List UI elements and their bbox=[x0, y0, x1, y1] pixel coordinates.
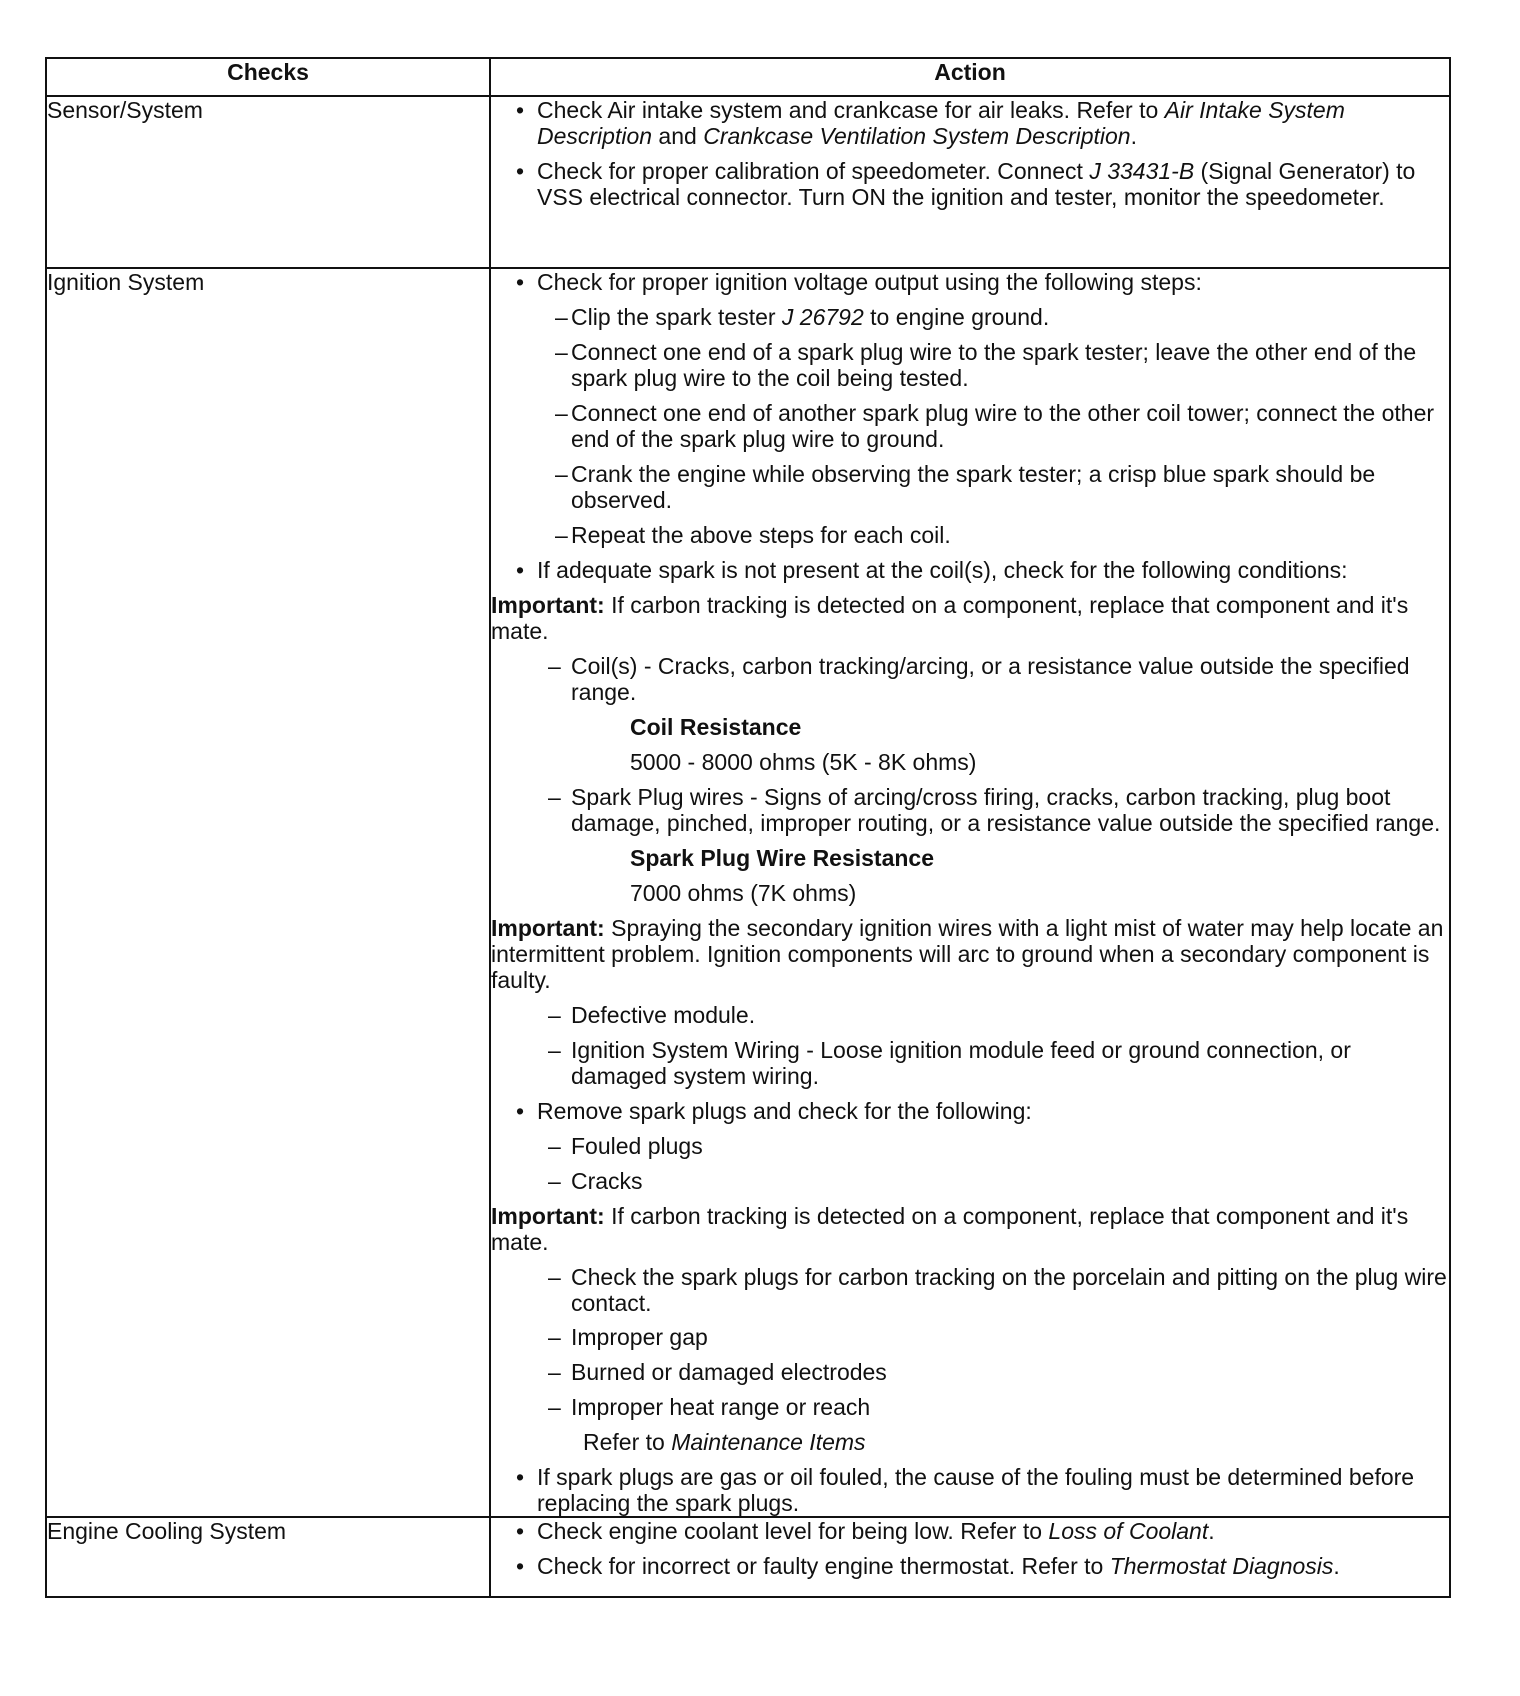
text-span: to engine ground. bbox=[863, 303, 1050, 330]
action-bullet bbox=[491, 1553, 1449, 1579]
text-span: . bbox=[1333, 1553, 1340, 1580]
bold-text: Important: bbox=[491, 1202, 605, 1229]
text-span: If carbon tracking is detected on a component, replace that component and it's mate. bbox=[491, 591, 1409, 644]
text-span: Defective module. bbox=[571, 1001, 756, 1028]
action-column-header: Action bbox=[490, 58, 1450, 96]
action-step bbox=[491, 1037, 1449, 1089]
table-row bbox=[46, 1517, 1450, 1597]
text-span: . bbox=[1208, 1518, 1215, 1545]
text-span: If adequate spark is not present at the coil(s), check for the following conditions: bbox=[537, 556, 1348, 583]
check-name: Ignition System bbox=[46, 268, 490, 1517]
text-span: Fouled plugs bbox=[571, 1132, 703, 1159]
table-row bbox=[46, 268, 1450, 1517]
bold-text: Spark Plug Wire Resistance bbox=[630, 844, 935, 871]
table-header-row bbox=[46, 58, 1450, 96]
text-span: If spark plugs are gas or oil fouled, the cause of the fouling must be determined before replacing the spark plugs. bbox=[537, 1464, 1415, 1517]
text-span: Connect one end of a spark plug wire to the spark tester; leave the other end of the spark plug wire to the coil being tested. bbox=[571, 338, 1417, 391]
action-bullet bbox=[491, 158, 1449, 210]
bold-text: Coil Resistance bbox=[630, 713, 802, 740]
bold-text: Important: bbox=[491, 591, 605, 618]
action-step bbox=[491, 1002, 1449, 1028]
text-span: Repeat the above steps for each coil. bbox=[571, 521, 951, 548]
reference-text: Crankcase Ventilation System Description bbox=[703, 122, 1131, 149]
check-name: Engine Cooling System bbox=[46, 1517, 490, 1597]
action-bullet bbox=[491, 1518, 1449, 1544]
action-cell bbox=[490, 1517, 1450, 1597]
text-span: Ignition System Wiring - Loose ignition module feed or ground connection, or damaged system wiring. bbox=[571, 1036, 1351, 1089]
action-step bbox=[491, 1133, 1449, 1159]
action-step bbox=[491, 1359, 1449, 1385]
action-cell bbox=[490, 96, 1450, 268]
spec-line bbox=[491, 880, 1449, 906]
text-span: Improper gap bbox=[571, 1324, 708, 1351]
action-bullet bbox=[491, 1098, 1449, 1124]
bold-text: Important: bbox=[491, 914, 605, 941]
action-cell bbox=[490, 268, 1450, 1517]
important-note bbox=[491, 1203, 1449, 1255]
reference-text: J 26792 bbox=[781, 303, 864, 330]
action-step bbox=[491, 461, 1449, 513]
text-span: Connect one end of another spark plug wire to the other coil tower; connect the other end of the spark plug wire to ground. bbox=[571, 399, 1435, 452]
text-span: Check for proper ignition voltage output using the following steps: bbox=[537, 269, 1202, 295]
text-span: Clip the spark tester bbox=[571, 303, 782, 330]
action-step bbox=[491, 1394, 1449, 1420]
text-span: Coil(s) - Cracks, carbon tracking/arcing, or a resistance value outside the specified range. bbox=[571, 652, 1410, 705]
check-name: Sensor/System bbox=[46, 96, 490, 268]
action-step bbox=[491, 522, 1449, 548]
action-bullet bbox=[491, 557, 1449, 583]
text-span: Remove spark plugs and check for the following: bbox=[537, 1097, 1032, 1124]
action-step bbox=[491, 1168, 1449, 1194]
spec-line bbox=[491, 845, 1449, 871]
action-step bbox=[491, 1264, 1449, 1316]
text-span: Spraying the secondary ignition wires with a light mist of water may help locate an intermittent problem. Ignition components will arc to ground when a secondary component is faulty. bbox=[491, 914, 1444, 993]
important-note bbox=[491, 592, 1449, 644]
reference-text: Air Intake System Description bbox=[537, 97, 1345, 149]
reference-text: Loss of Coolant bbox=[1048, 1518, 1209, 1545]
action-bullet bbox=[491, 269, 1449, 295]
text-span: Check the spark plugs for carbon tracking on the porcelain and pitting on the plug wire contact. bbox=[571, 1263, 1447, 1316]
text-span: Check Air intake system and crankcase for air leaks. Refer to bbox=[537, 97, 1165, 123]
text-span: 5000 - 8000 ohms (5K - 8K ohms) bbox=[630, 748, 977, 775]
text-span: and bbox=[652, 122, 704, 149]
text-span: (Signal Generator) to VSS electrical connector. Turn ON the ignition and tester, monitor the speedometer. bbox=[537, 157, 1416, 210]
table-row bbox=[46, 96, 1450, 268]
text-span: 7000 ohms (7K ohms) bbox=[630, 879, 857, 906]
text-span: Cracks bbox=[571, 1167, 643, 1194]
text-span: . bbox=[1130, 122, 1137, 149]
text-span: Check engine coolant level for being low. Refer to bbox=[537, 1518, 1049, 1545]
checks-column-header: Checks bbox=[46, 58, 490, 96]
diagnostic-checks-table bbox=[45, 57, 1451, 1598]
action-step bbox=[491, 1324, 1449, 1350]
action-step bbox=[491, 653, 1449, 705]
reference-line bbox=[491, 1429, 1449, 1455]
reference-text: Thermostat Diagnosis bbox=[1109, 1553, 1334, 1580]
text-span: Refer to bbox=[583, 1429, 672, 1456]
reference-text: J 33431-B bbox=[1089, 157, 1195, 184]
text-span: Check for proper calibration of speedometer. Connect bbox=[537, 157, 1090, 184]
spec-line bbox=[491, 749, 1449, 775]
action-step bbox=[491, 304, 1449, 330]
action-step bbox=[491, 784, 1449, 836]
text-span: Crank the engine while observing the spark tester; a crisp blue spark should be observed. bbox=[571, 460, 1376, 513]
action-bullet bbox=[491, 1464, 1449, 1516]
reference-text: Maintenance Items bbox=[671, 1429, 866, 1456]
action-step bbox=[491, 339, 1449, 391]
important-note bbox=[491, 915, 1449, 993]
text-span: Burned or damaged electrodes bbox=[571, 1359, 887, 1386]
spec-line bbox=[491, 714, 1449, 740]
action-step bbox=[491, 400, 1449, 452]
text-span: If carbon tracking is detected on a component, replace that component and it's mate. bbox=[491, 1202, 1409, 1255]
text-span: Improper heat range or reach bbox=[571, 1394, 871, 1421]
text-span: Spark Plug wires - Signs of arcing/cross firing, cracks, carbon tracking, plug boot damage, pinched, improper routing, or a resistance value outside the specified range. bbox=[571, 783, 1441, 836]
action-bullet bbox=[491, 97, 1449, 149]
text-span: Check for incorrect or faulty engine thermostat. Refer to bbox=[537, 1553, 1110, 1580]
